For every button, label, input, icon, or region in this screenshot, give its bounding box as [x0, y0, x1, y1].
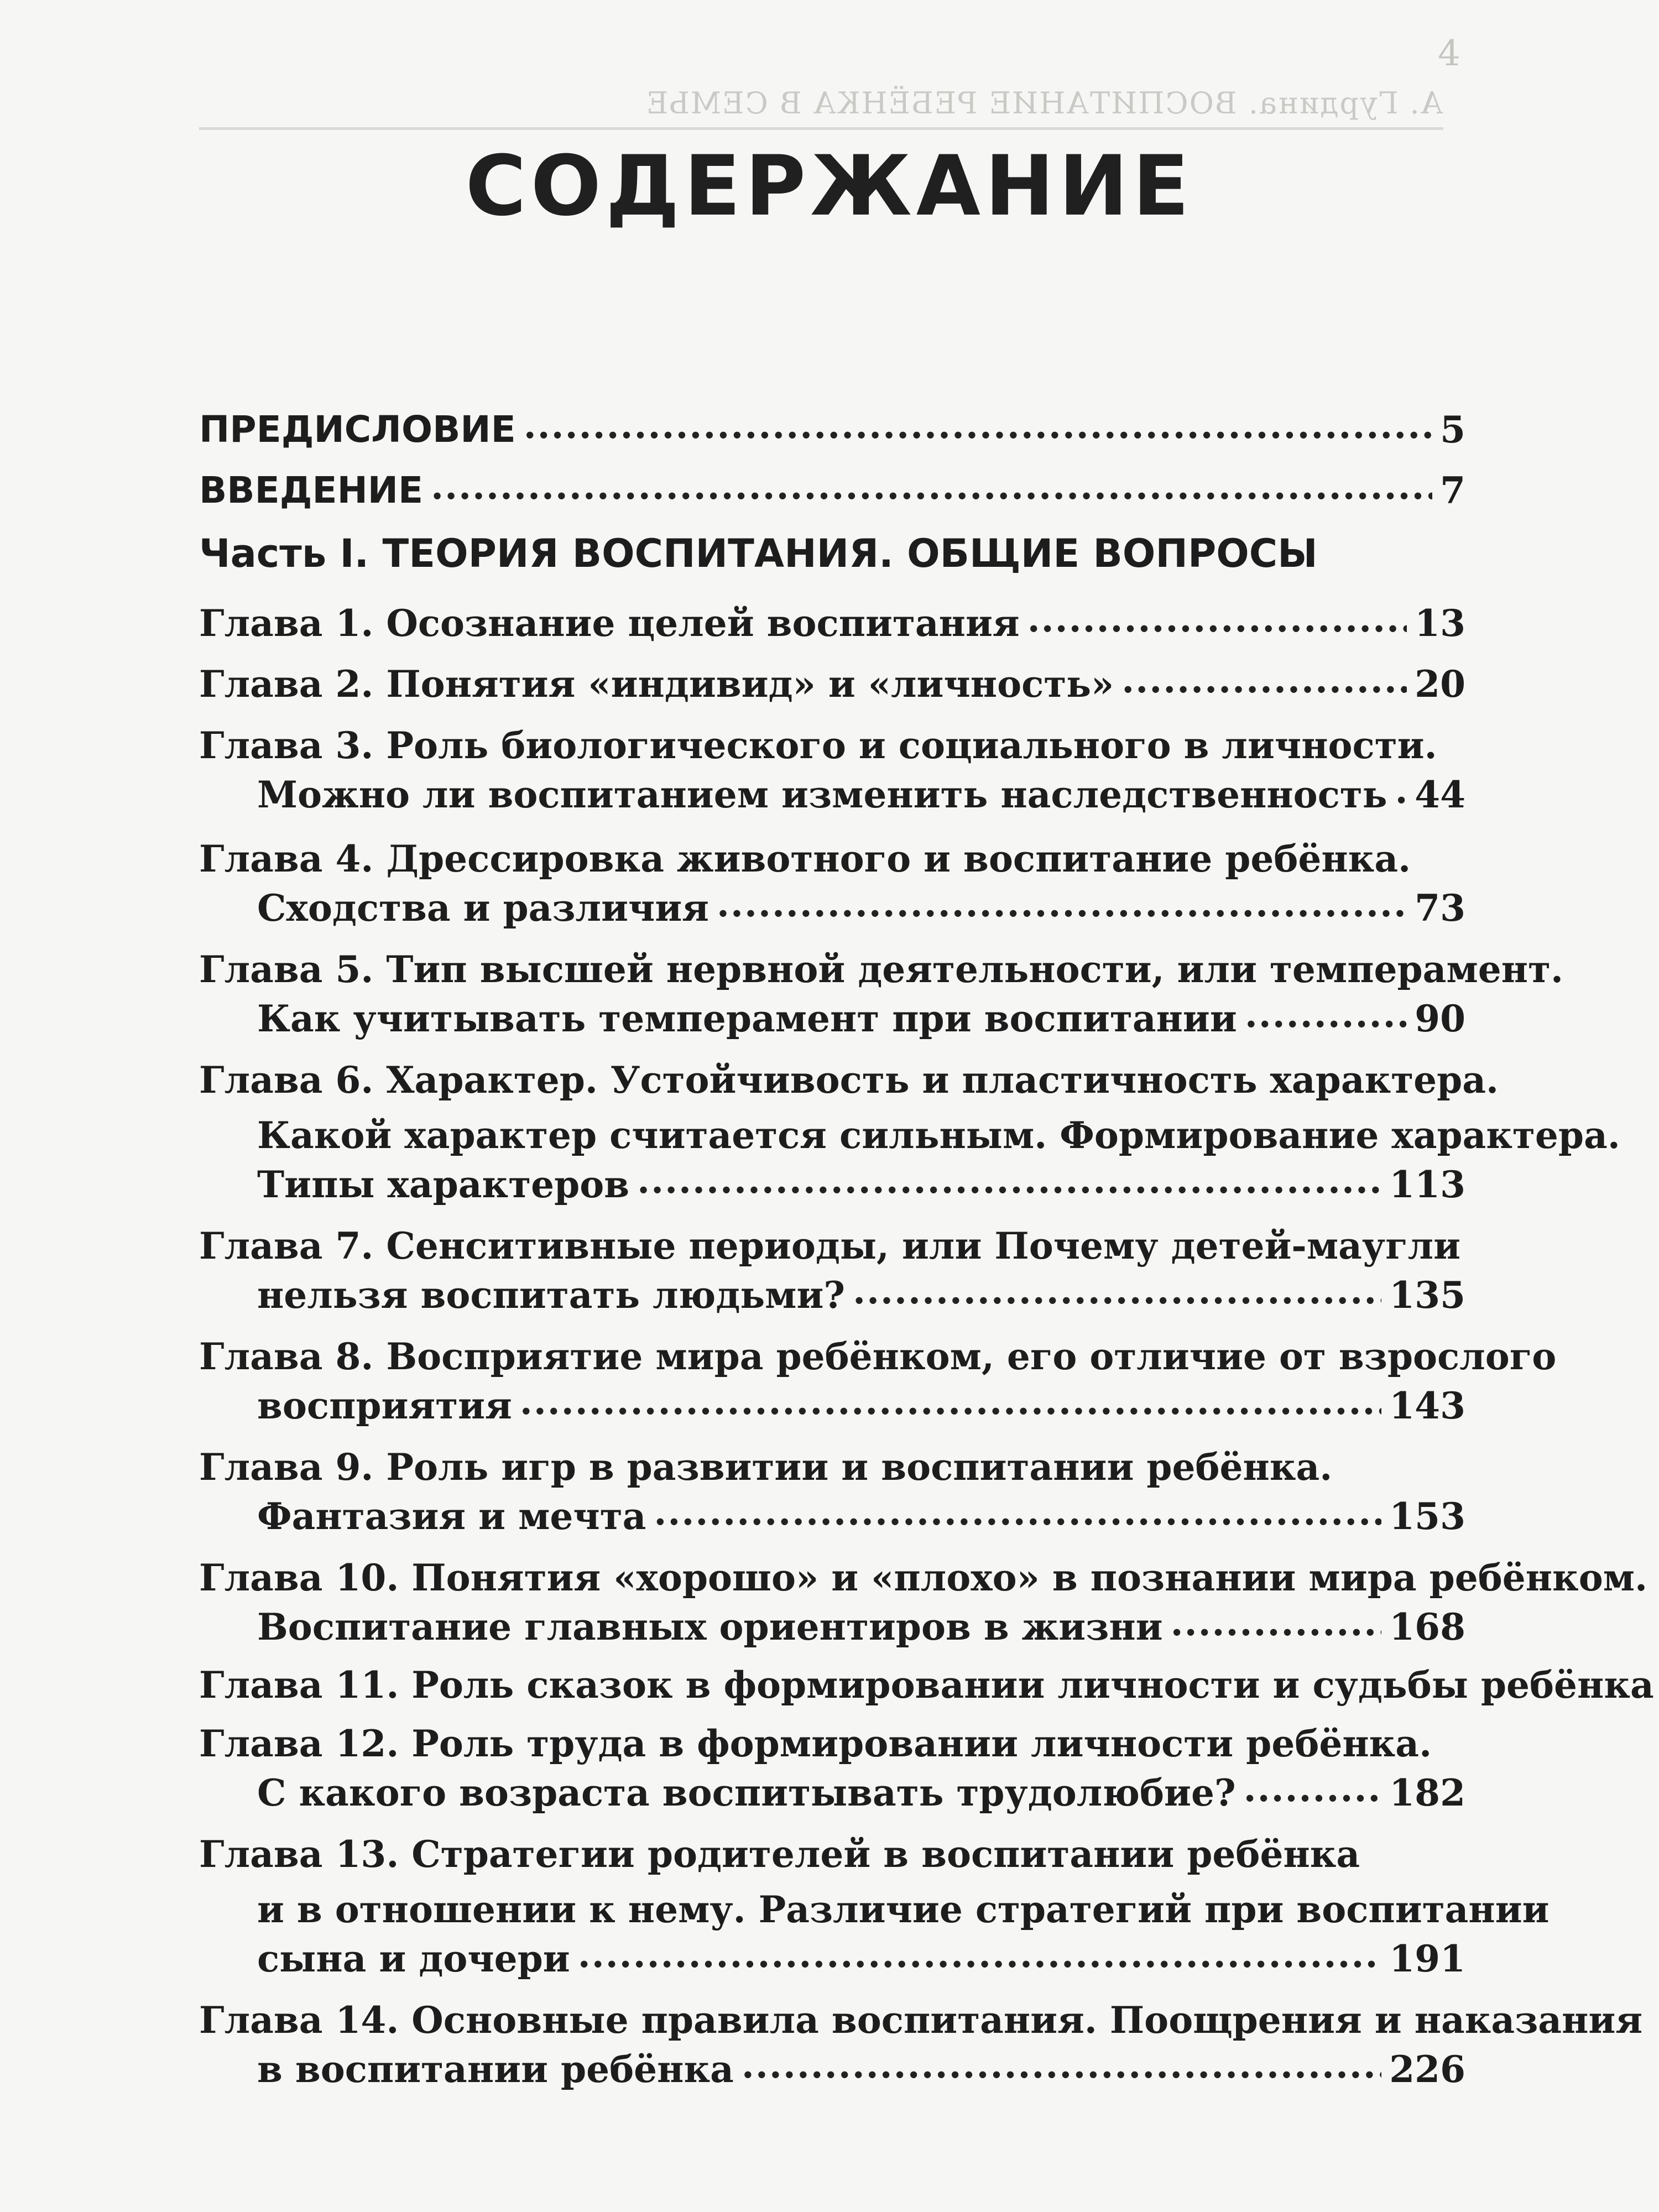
toc-entry-label: нельзя воспитать людьми?: [257, 1274, 846, 1317]
toc-page-number: 5: [1440, 408, 1465, 451]
toc-entry-chapter-5-title[interactable]: Глава 5. Тип высшей нервной деятельности, или темперамент.: [199, 948, 1563, 991]
toc-entry-chapter-4-title[interactable]: Глава 4. Дрессировка животного и воспитание ребёнка.: [199, 837, 1411, 880]
toc-entry-chapter-9-title[interactable]: Глава 9. Роль игр в развитии и воспитании ребёнка.: [199, 1446, 1333, 1489]
toc-page-number: 135: [1389, 1274, 1465, 1317]
toc-page-number: 7: [1440, 469, 1465, 512]
leader-dots: [742, 2047, 1381, 2083]
toc-page-number: 226: [1389, 2048, 1465, 2091]
toc-entry-label: С какого возраста воспитывать трудолюбие?: [257, 1771, 1236, 1814]
toc-entry-chapter-7[interactable]: [257, 1258, 1465, 1317]
toc-entry-chapter-10-title[interactable]: Глава 10. Понятия «хорошо» и «плохо» в познании мира ребёнком.: [199, 1556, 1648, 1599]
toc-entry-chapter-14-title[interactable]: Глава 14. Основные правила воспитания. Поощрения и наказания: [199, 1999, 1643, 2042]
bleed-page-number: 4: [1438, 33, 1460, 74]
toc-part-heading: Часть I. ТЕОРИЯ ВОСПИТАНИЯ. ОБЩИЕ ВОПРОСЫ: [199, 531, 1318, 576]
toc-entry-chapter-13-title[interactable]: Глава 13. Стратегии родителей в воспитании ребёнка: [199, 1833, 1360, 1876]
toc-page-number: 143: [1389, 1384, 1465, 1427]
toc-page-number: 182: [1389, 1771, 1465, 1814]
toc-page-number: 113: [1389, 1163, 1465, 1206]
leader-dots: [520, 1383, 1381, 1420]
leader-dots: [853, 1272, 1381, 1309]
toc-page-number: 168: [1389, 1605, 1465, 1648]
toc-entry-chapter-8[interactable]: [257, 1369, 1465, 1427]
toc-entry-label: ПРЕДИСЛОВИЕ: [199, 408, 516, 451]
leader-dots: [637, 1162, 1381, 1198]
toc-entry-label: Сходства и различия: [257, 886, 709, 930]
bleed-running-header: [199, 55, 1443, 130]
toc-entry-chapter-3-title[interactable]: Глава 3. Роль биологического и социального в личности.: [199, 724, 1437, 767]
toc-page-number: 90: [1415, 997, 1465, 1040]
toc-entry-label: Фантазия и мечта: [257, 1495, 646, 1538]
toc-entry-label: Глава 11. Роль сказок в формировании личности и судьбы ребёнка: [199, 1663, 1654, 1707]
toc-page-number: 153: [1389, 1495, 1465, 1538]
toc-entry-chapter-6-subtitle[interactable]: Какой характер считается сильным. Формирование характера.: [257, 1114, 1620, 1157]
toc-page-number: 13: [1415, 602, 1465, 645]
toc-entry-chapter-6-title[interactable]: Глава 6. Характер. Устойчивость и пластичность характера.: [199, 1058, 1499, 1102]
toc-entry-chapter-10[interactable]: [257, 1590, 1465, 1648]
toc-entry-label: ВВЕДЕНИЕ: [199, 469, 424, 512]
toc-page-number: 20: [1415, 662, 1465, 706]
toc-entry-chapter-8-title[interactable]: Глава 8. Восприятие мира ребёнком, его отличие от взрослого: [199, 1335, 1557, 1378]
leader-dots: [431, 468, 1432, 504]
leader-dots: [1244, 1770, 1382, 1807]
leader-dots: [1171, 1604, 1382, 1641]
leader-dots: [1121, 661, 1407, 698]
toc-entry-chapter-13[interactable]: [257, 1922, 1465, 1980]
page-title: СОДЕРЖАНИЕ: [465, 138, 1194, 234]
leader-dots: [1245, 996, 1407, 1032]
toc-entry-chapter-5[interactable]: [257, 982, 1465, 1040]
toc-entry-label: Воспитание главных ориентиров в жизни: [257, 1605, 1163, 1648]
toc-entry-chapter-4[interactable]: [257, 871, 1465, 930]
toc-entry-label: Глава 2. Понятия «индивид» и «личность»: [199, 662, 1114, 706]
toc-page-number: 191: [1389, 1937, 1465, 1980]
toc-entry-chapter-9[interactable]: [257, 1479, 1465, 1538]
toc-entry-label: восприятия: [257, 1384, 512, 1427]
toc-entry-chapter-12[interactable]: [257, 1756, 1465, 1814]
leader-dots: [578, 1936, 1381, 1973]
leader-dots: [1395, 772, 1407, 808]
toc-entry-chapter-13-subtitle[interactable]: и в отношении к нему. Различие стратегий при воспитании: [257, 1888, 1550, 1931]
toc-entry-label: Как учитывать темперамент при воспитании: [257, 997, 1237, 1040]
toc-entry-chapter-2[interactable]: [199, 647, 1465, 706]
toc-entry-chapter-11[interactable]: [199, 1648, 1654, 1707]
toc-entry-chapter-3[interactable]: [257, 758, 1465, 816]
toc-entry-chapter-6[interactable]: [257, 1147, 1465, 1206]
toc-entry-intro[interactable]: [199, 453, 1465, 512]
bleed-header-text: А. Гурдина. ВОСПИТАНИЕ РЕБЁНКА В СЕМЬЕ: [645, 86, 1443, 121]
toc-entry-chapter-7-title[interactable]: Глава 7. Сенситивные периоды, или Почему детей-маугли: [199, 1224, 1461, 1267]
toc-entry-chapter-14[interactable]: [257, 2032, 1465, 2091]
leader-dots: [654, 1494, 1381, 1530]
leader-dots: [524, 407, 1432, 444]
leader-dots: [717, 885, 1407, 922]
toc-entry-label: сына и дочери: [257, 1937, 570, 1980]
toc-page-number: 73: [1415, 886, 1465, 930]
toc-entry-label: в воспитании ребёнка: [257, 2048, 734, 2091]
toc-entry-label: Можно ли воспитанием изменить наследственность: [257, 773, 1387, 816]
toc-entry-preface[interactable]: [199, 393, 1465, 451]
leader-dots: [1027, 601, 1407, 637]
toc-entry-chapter-1[interactable]: [199, 586, 1465, 645]
toc-entry-label: Глава 1. Осознание целей воспитания: [199, 602, 1020, 645]
toc-entry-label: Типы характеров: [257, 1163, 630, 1206]
toc-entry-chapter-12-title[interactable]: Глава 12. Роль труда в формировании личности ребёнка.: [199, 1722, 1432, 1765]
toc-page-number: 44: [1415, 773, 1465, 816]
